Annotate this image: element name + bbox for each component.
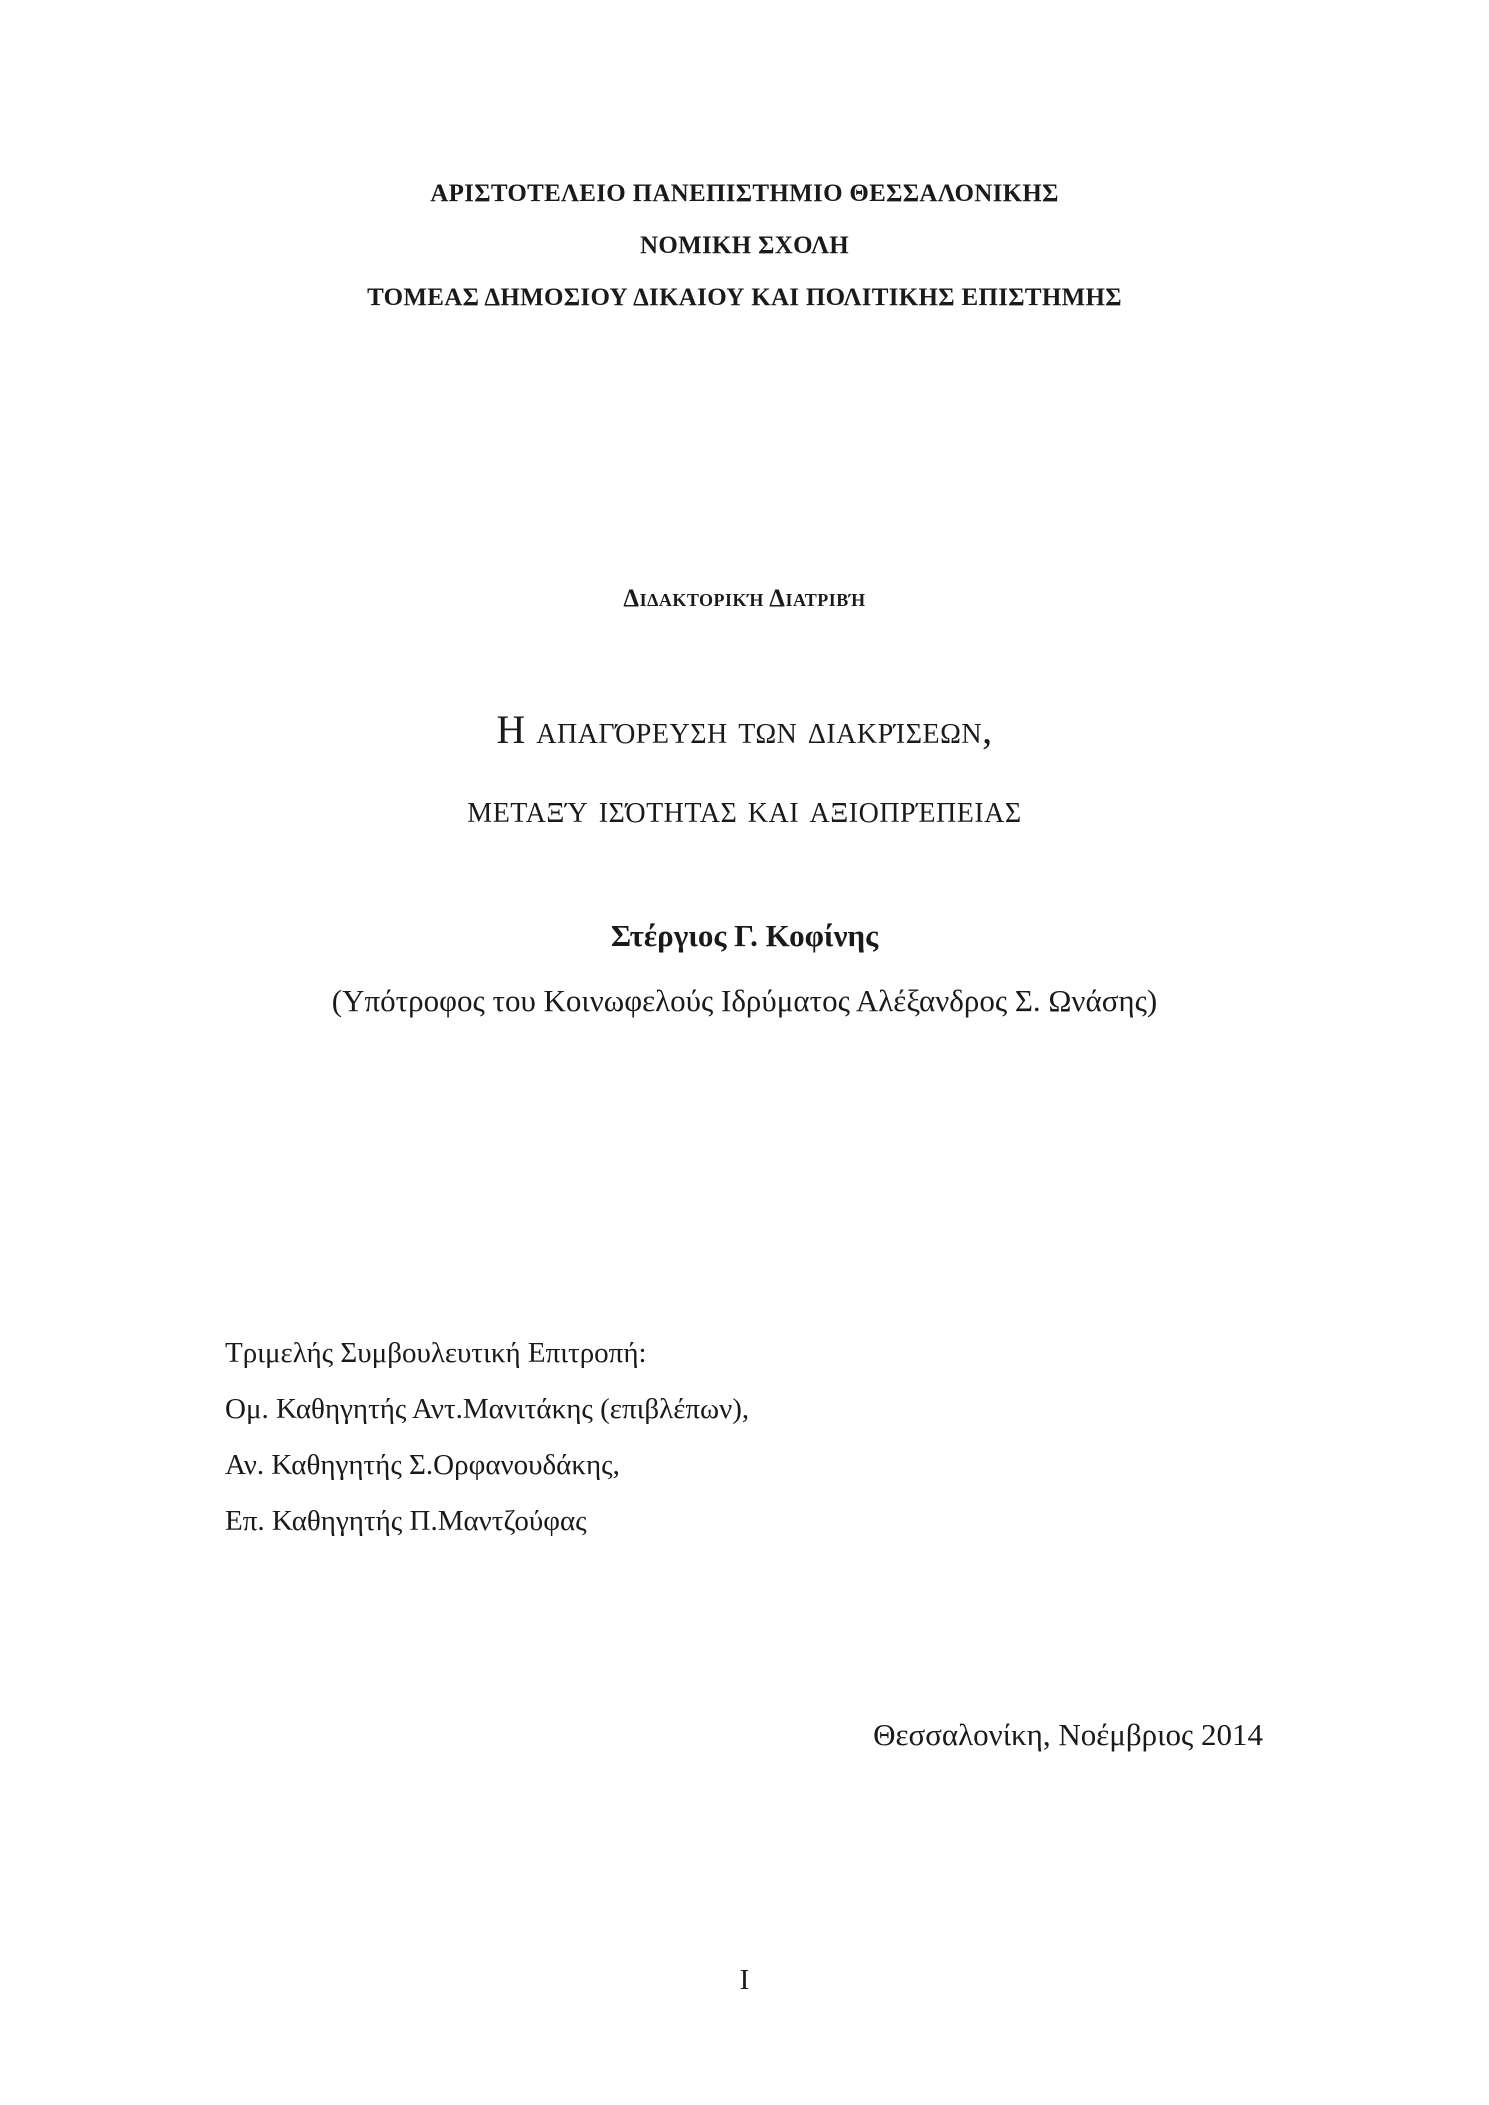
school-name: ΝΟΜΙΚΗ ΣΧΟΛΗ — [640, 232, 849, 259]
thesis-title-line-1: Η απαγόρευση των διακρίσεων, — [496, 707, 993, 752]
place-and-date: Θεσσαλονίκη, Νοέμβριος 2014 — [873, 1717, 1263, 1752]
committee-heading: Τριμελής Συμβουλευτική Επιτροπή: — [225, 1337, 647, 1369]
thesis-title-line-2: μεταξύ ισότητας και αξιοπρέπειας — [467, 786, 1022, 831]
document-type: Διδακτορική Διατριβή — [623, 585, 866, 612]
committee-member: Αν. Καθηγητής Σ.Ορφανουδάκης, — [225, 1449, 620, 1481]
committee-member: Επ. Καθηγητής Π.Μαντζούφας — [225, 1505, 587, 1537]
author-fellowship: (Υπότροφος του Κοινωφελούς Ιδρύματος Αλέξανδρος Σ. Ωνάσης) — [331, 983, 1158, 1018]
department-name: ΤΟΜΕΑΣ ΔΗΜΟΣΙΟΥ ΔΙΚΑΙΟΥ ΚΑΙ ΠΟΛΙΤΙΚΗΣ ΕΠΙΣΤΗΜΗΣ — [367, 284, 1122, 311]
university-name: ΑΡΙΣΤΟΤΕΛΕΙΟ ΠΑΝΕΠΙΣΤΗΜΙΟ ΘΕΣΣΑΛΟΝΙΚΗΣ — [430, 180, 1059, 207]
author-name: Στέργιος Γ. Κοφίνης — [610, 918, 879, 953]
advisory-committee — [225, 1325, 749, 1549]
committee-member: Ομ. Καθηγητής Αντ.Μανιτάκης (επιβλέπων), — [225, 1393, 750, 1425]
page-number: I — [739, 1964, 750, 1996]
